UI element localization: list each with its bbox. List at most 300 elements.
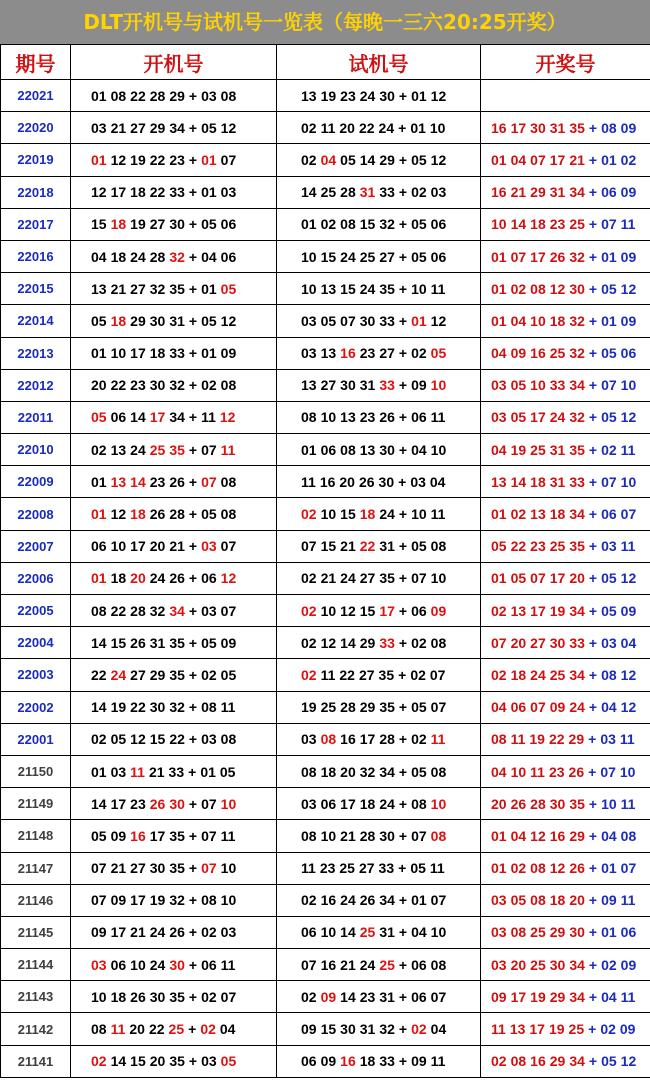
table-row	[1, 434, 650, 466]
lottery-number: 04	[91, 248, 107, 265]
plus-separator: +	[588, 409, 598, 426]
table-row	[1, 144, 650, 176]
lottery-number: 17	[130, 538, 146, 555]
trial-numbers	[277, 1045, 481, 1077]
lottery-number: 02	[301, 634, 317, 651]
trial-numbers	[277, 949, 481, 981]
lottery-number: 02	[411, 634, 427, 651]
lottery-number: 02	[320, 216, 337, 233]
lottery-number: 03	[601, 634, 617, 651]
plus-separator: +	[398, 570, 408, 587]
lottery-number: 28	[149, 248, 166, 265]
lottery-number: 05	[320, 312, 337, 329]
lottery-number: 11	[430, 409, 446, 426]
lottery-number: 21	[569, 151, 585, 168]
plus-separator: +	[188, 1053, 198, 1070]
lottery-number: 29	[549, 988, 566, 1005]
winning-numbers	[481, 176, 650, 208]
lottery-number: 26	[169, 473, 185, 490]
lottery-number: 33	[379, 312, 395, 329]
lottery-number: 12	[220, 570, 237, 587]
lottery-number: 05	[91, 827, 107, 844]
table-row	[1, 530, 650, 562]
lottery-number: 11	[620, 216, 636, 233]
draw-machine-numbers	[71, 305, 277, 337]
lottery-number: 12	[220, 312, 237, 329]
lottery-number: 08	[430, 763, 447, 780]
lottery-number: 12	[549, 860, 566, 877]
plus-separator: +	[398, 924, 408, 941]
lottery-number: 03	[491, 956, 507, 973]
table-row	[1, 755, 650, 787]
lottery-number: 13	[301, 377, 317, 394]
table-row	[1, 595, 650, 627]
lottery-number: 01	[201, 184, 217, 201]
lottery-number: 18	[549, 506, 566, 523]
lottery-number: 12	[340, 602, 356, 619]
lottery-number: 01	[601, 924, 617, 941]
issue-number: 22004	[1, 627, 71, 659]
plus-separator: +	[188, 956, 198, 973]
plus-separator: +	[588, 860, 598, 877]
lottery-number: 08	[430, 827, 447, 844]
lottery-number: 02	[201, 666, 217, 683]
lottery-number: 07	[530, 699, 546, 716]
lottery-number: 09	[301, 1021, 317, 1038]
lottery-number: 01	[491, 506, 507, 523]
plus-separator: +	[188, 441, 198, 458]
lottery-number: 24	[149, 956, 166, 973]
lottery-number: 10	[220, 795, 237, 812]
lottery-number: 28	[340, 699, 356, 716]
winning-numbers	[481, 1013, 650, 1045]
lottery-number: 04	[201, 248, 217, 265]
lottery-number: 06	[601, 184, 617, 201]
plus-separator: +	[188, 184, 198, 201]
lottery-number: 13	[530, 506, 546, 523]
table-row	[1, 273, 650, 305]
plus-separator: +	[188, 699, 198, 716]
lottery-number: 18	[110, 216, 127, 233]
lottery-number: 03	[601, 538, 617, 555]
lottery-number: 23	[169, 151, 185, 168]
lottery-number: 24	[149, 924, 166, 941]
lottery-number: 03	[201, 1053, 217, 1070]
lottery-number: 06	[430, 248, 447, 265]
lottery-number: 30	[169, 216, 185, 233]
lottery-number: 12	[430, 312, 447, 329]
trial-numbers	[277, 659, 481, 691]
plus-separator: +	[398, 956, 408, 973]
lottery-number: 06	[411, 956, 427, 973]
winning-numbers	[481, 273, 650, 305]
winning-numbers	[481, 466, 650, 498]
lottery-number: 12	[430, 151, 447, 168]
plus-separator: +	[188, 538, 198, 555]
plus-separator: +	[188, 602, 198, 619]
lottery-number: 02	[301, 570, 317, 587]
lottery-number: 12	[220, 119, 237, 136]
lottery-number: 07	[201, 860, 217, 877]
lottery-number: 06	[201, 956, 217, 973]
winning-numbers	[481, 691, 650, 723]
lottery-number: 05	[510, 377, 527, 394]
issue-number: 22008	[1, 498, 71, 530]
lottery-number: 05	[601, 602, 617, 619]
winning-numbers	[481, 852, 650, 884]
trial-numbers	[277, 112, 481, 144]
plus-separator: +	[398, 892, 408, 909]
lottery-number: 09	[220, 345, 237, 362]
lottery-number: 08	[201, 892, 217, 909]
lottery-number: 07	[201, 473, 217, 490]
plus-separator: +	[398, 377, 408, 394]
lottery-number: 30	[549, 956, 566, 973]
lottery-number: 33	[569, 634, 585, 651]
lottery-number: 11	[301, 473, 316, 490]
lottery-number: 11	[620, 538, 636, 555]
lottery-number: 05	[601, 409, 617, 426]
lottery-number: 03	[491, 892, 507, 909]
lottery-number: 33	[379, 377, 395, 394]
lottery-number: 09	[549, 699, 566, 716]
lottery-number: 02	[510, 860, 527, 877]
lottery-number: 26	[510, 795, 527, 812]
lottery-number: 35	[569, 795, 585, 812]
lottery-number: 09	[620, 248, 637, 265]
lottery-number: 23	[359, 409, 376, 426]
lottery-number: 05	[220, 280, 237, 297]
lottery-number: 07	[220, 151, 237, 168]
lottery-number: 27	[320, 377, 337, 394]
lottery-number: 16	[530, 345, 546, 362]
lottery-number: 30	[549, 795, 566, 812]
lottery-number: 01	[601, 312, 617, 329]
lottery-number: 19	[130, 216, 146, 233]
plus-separator: +	[188, 345, 198, 362]
lottery-number: 06	[110, 956, 127, 973]
lottery-number: 21	[130, 924, 146, 941]
lottery-number: 28	[149, 87, 166, 104]
lottery-number: 20	[339, 119, 355, 136]
table-row	[1, 80, 650, 112]
plus-separator: +	[398, 345, 408, 362]
lottery-number: 04	[491, 345, 507, 362]
winning-numbers	[481, 916, 650, 948]
lottery-number: 23	[549, 216, 566, 233]
lottery-number: 10	[620, 473, 637, 490]
lottery-number: 07	[601, 216, 617, 233]
lottery-number: 08	[301, 827, 317, 844]
lottery-number: 22	[91, 666, 107, 683]
draw-machine-numbers	[71, 981, 277, 1013]
trial-numbers	[277, 305, 481, 337]
table-row	[1, 562, 650, 594]
table-row	[1, 820, 650, 852]
lottery-number: 25	[359, 248, 376, 265]
lottery-number: 14	[340, 634, 356, 651]
lottery-number: 23	[130, 377, 146, 394]
lottery-number: 28	[379, 731, 395, 748]
lottery-number: 13	[91, 280, 107, 297]
draw-machine-numbers	[71, 273, 277, 305]
lottery-number: 04	[601, 827, 617, 844]
lottery-number: 02	[301, 119, 317, 136]
plus-separator: +	[588, 763, 597, 780]
lottery-number: 10	[430, 441, 447, 458]
lottery-number: 02	[491, 602, 507, 619]
lottery-number: 35	[569, 119, 585, 136]
lottery-number: 25	[549, 666, 566, 683]
plus-separator: +	[398, 634, 408, 651]
lottery-number: 14	[301, 184, 317, 201]
lottery-number: 31	[169, 312, 185, 329]
plus-separator: +	[398, 699, 408, 716]
lottery-number: 06	[430, 216, 447, 233]
draw-machine-numbers	[71, 498, 277, 530]
issue-number: 21146	[1, 884, 71, 916]
lottery-number: 26	[358, 473, 375, 490]
lottery-number: 30	[149, 377, 166, 394]
lottery-number: 31	[359, 184, 376, 201]
lottery-number: 24	[378, 119, 395, 136]
draw-machine-numbers	[71, 755, 277, 787]
lottery-number: 22	[130, 87, 146, 104]
lottery-number: 19	[510, 441, 527, 458]
table-row	[1, 337, 650, 369]
lottery-number: 31	[359, 377, 376, 394]
lottery-number: 08	[301, 763, 317, 780]
lottery-number: 17	[510, 119, 527, 136]
winning-numbers	[481, 627, 650, 659]
plus-separator: +	[188, 506, 198, 523]
lottery-number: 05	[510, 409, 527, 426]
lottery-number: 29	[149, 666, 166, 683]
lottery-number: 34	[569, 377, 585, 394]
lottery-number: 16	[491, 119, 507, 136]
lottery-number: 07	[301, 538, 317, 555]
lottery-number: 03	[91, 956, 107, 973]
lottery-number: 01	[201, 345, 217, 362]
lottery-number: 18	[320, 763, 337, 780]
lottery-number: 11	[430, 280, 446, 297]
draw-machine-numbers	[71, 240, 277, 272]
lottery-number: 05	[601, 280, 617, 297]
draw-machine-numbers	[71, 401, 277, 433]
lottery-number: 02	[510, 280, 527, 297]
lottery-number: 19	[320, 87, 337, 104]
lottery-number: 18	[359, 795, 376, 812]
plus-separator: +	[588, 473, 598, 490]
plus-separator: +	[188, 216, 198, 233]
plus-separator: +	[398, 119, 407, 136]
lottery-number: 25	[320, 699, 337, 716]
lottery-number: 32	[569, 409, 585, 426]
lottery-number: 06	[320, 441, 337, 458]
lottery-number: 08	[491, 731, 507, 748]
lottery-number: 15	[340, 506, 356, 523]
lottery-number: 33	[379, 634, 395, 651]
lottery-number: 03	[201, 87, 217, 104]
plus-separator: +	[588, 666, 598, 683]
lottery-number: 10	[320, 506, 337, 523]
header-issue: 期号	[1, 45, 71, 80]
lottery-number: 02	[411, 345, 427, 362]
lottery-number: 05	[91, 312, 107, 329]
lottery-number: 12	[530, 827, 546, 844]
lottery-number: 18	[130, 184, 146, 201]
lottery-number: 02	[600, 1021, 616, 1038]
table-row	[1, 659, 650, 691]
issue-number: 22012	[1, 369, 71, 401]
plus-separator: +	[398, 87, 408, 104]
lottery-number: 24	[379, 506, 395, 523]
lottery-number: 23	[149, 473, 166, 490]
lottery-number: 13	[320, 345, 337, 362]
lottery-number: 17	[149, 409, 166, 426]
lottery-number: 20	[340, 763, 356, 780]
lottery-number: 08	[91, 1021, 107, 1038]
lottery-number: 26	[149, 506, 166, 523]
lottery-number: 20	[149, 538, 166, 555]
plus-separator: +	[588, 1053, 598, 1070]
lottery-number: 34	[379, 892, 395, 909]
lottery-number: 11	[620, 441, 636, 458]
lottery-number: 09	[491, 988, 507, 1005]
lottery-number: 23	[319, 860, 336, 877]
lottery-number: 14	[130, 473, 146, 490]
lottery-number: 32	[169, 892, 185, 909]
header-draw-machine: 开机号	[71, 45, 277, 80]
lottery-number: 35	[569, 441, 585, 458]
lottery-number: 07	[301, 956, 317, 973]
lottery-number: 12	[549, 280, 566, 297]
lottery-number: 01	[91, 506, 107, 523]
issue-number: 22011	[1, 401, 71, 433]
lottery-number: 32	[359, 763, 376, 780]
lottery-number: 09	[411, 1053, 427, 1070]
lottery-number: 35	[378, 666, 395, 683]
table-row	[1, 369, 650, 401]
lottery-number: 27	[130, 280, 146, 297]
lottery-number: 15	[320, 538, 337, 555]
lottery-number: 01	[491, 248, 507, 265]
table-row	[1, 498, 650, 530]
plus-separator: +	[398, 312, 408, 329]
lottery-number: 21	[320, 570, 337, 587]
draw-machine-numbers	[71, 434, 277, 466]
draw-machine-numbers	[71, 208, 277, 240]
lottery-number: 08	[220, 473, 237, 490]
lottery-number: 11	[430, 731, 446, 748]
lottery-number: 09	[220, 634, 237, 651]
lottery-number: 24	[379, 795, 395, 812]
lottery-number: 10	[601, 795, 617, 812]
winning-numbers	[481, 305, 650, 337]
lottery-number: 03	[491, 409, 507, 426]
lottery-number: 12	[620, 699, 637, 716]
lottery-number: 01	[491, 280, 507, 297]
lottery-number: 01	[411, 312, 427, 329]
lottery-number: 23	[530, 538, 546, 555]
lottery-number: 21	[110, 280, 127, 297]
lottery-number: 11	[430, 506, 446, 523]
lottery-number: 05	[201, 216, 217, 233]
issue-number: 22006	[1, 562, 71, 594]
lottery-number: 04	[491, 699, 507, 716]
issue-number: 22013	[1, 337, 71, 369]
plus-separator: +	[188, 795, 198, 812]
lottery-number: 01	[200, 763, 216, 780]
plus-separator: +	[588, 827, 598, 844]
lottery-number: 22	[149, 151, 166, 168]
plus-separator: +	[588, 345, 598, 362]
lottery-number: 02	[201, 988, 217, 1005]
draw-machine-numbers	[71, 627, 277, 659]
draw-machine-numbers	[71, 562, 277, 594]
lottery-number: 18	[110, 988, 127, 1005]
lottery-number: 27	[130, 119, 146, 136]
table-row	[1, 949, 650, 981]
lottery-number: 29	[359, 699, 376, 716]
lottery-number: 04	[430, 1021, 447, 1038]
lottery-number: 32	[379, 1021, 395, 1038]
lottery-number: 26	[549, 248, 566, 265]
draw-machine-numbers	[71, 1045, 277, 1077]
lottery-number: 15	[320, 248, 337, 265]
plus-separator: +	[398, 666, 407, 683]
lottery-number: 05	[340, 151, 356, 168]
lottery-number: 34	[169, 119, 185, 136]
lottery-number: 28	[359, 827, 376, 844]
lottery-number: 05	[201, 506, 217, 523]
trial-numbers	[277, 884, 481, 916]
plus-separator: +	[188, 87, 198, 104]
winning-numbers	[481, 240, 650, 272]
trial-numbers	[277, 144, 481, 176]
lottery-number: 01	[301, 216, 317, 233]
lottery-number: 20	[149, 1053, 166, 1070]
table-row	[1, 691, 650, 723]
table-row	[1, 466, 650, 498]
lottery-number: 33	[378, 860, 395, 877]
lottery-number: 10	[301, 280, 317, 297]
lottery-number: 06	[301, 924, 317, 941]
trial-numbers	[277, 530, 481, 562]
lottery-number: 13	[110, 441, 127, 458]
lottery-number: 17	[530, 602, 546, 619]
lottery-number: 03	[301, 312, 317, 329]
lottery-number: 02	[601, 441, 617, 458]
lottery-number: 29	[549, 1053, 566, 1070]
lottery-number: 25	[549, 538, 566, 555]
lottery-number: 17	[529, 1021, 545, 1038]
trial-numbers	[277, 627, 481, 659]
lottery-number: 03	[220, 184, 237, 201]
lottery-number: 06	[110, 409, 127, 426]
plus-separator: +	[588, 119, 598, 136]
lottery-number: 08	[530, 892, 546, 909]
lottery-number: 25	[320, 184, 337, 201]
lottery-number: 05	[411, 216, 427, 233]
lottery-number: 06	[411, 602, 427, 619]
lottery-number: 01	[491, 827, 507, 844]
trial-numbers	[277, 1013, 481, 1045]
issue-number: 21148	[1, 820, 71, 852]
lottery-number: 26	[379, 409, 395, 426]
lottery-number: 08	[220, 377, 237, 394]
lottery-number: 32	[379, 216, 395, 233]
